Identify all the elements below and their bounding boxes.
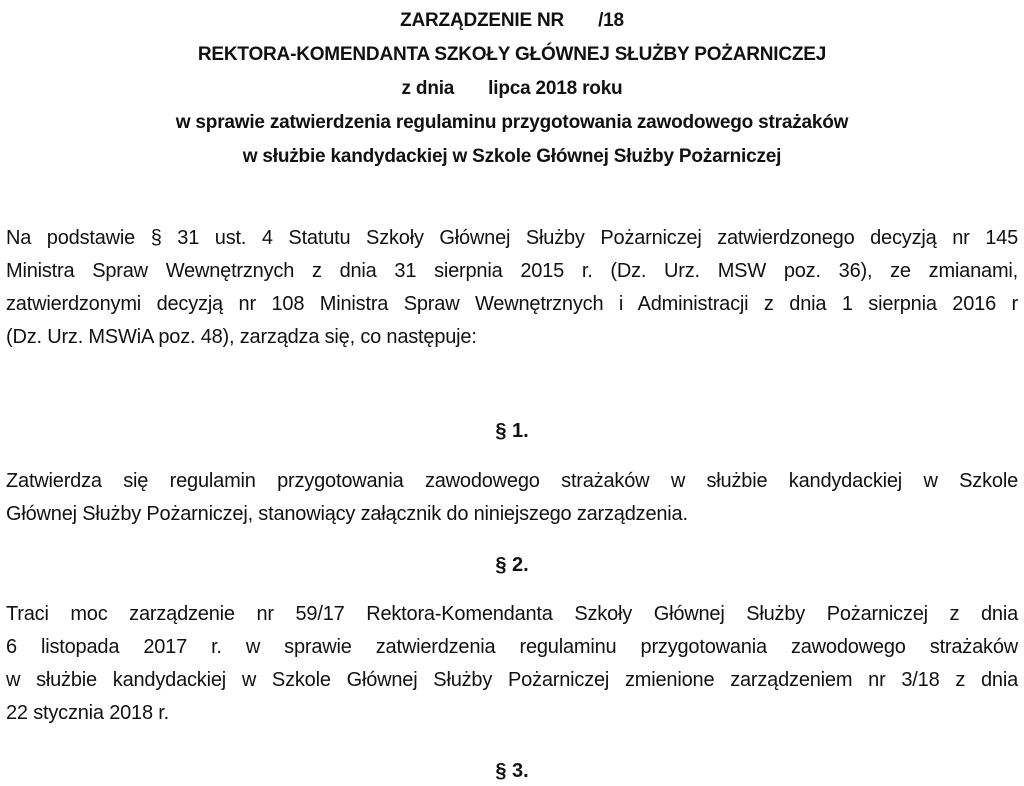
date-suffix: lipca 2018 roku [488, 78, 623, 99]
ordinance-number-suffix: /18 [598, 10, 624, 31]
ordinance-number-line [0, 4, 1024, 38]
section-2-line: 6 listopada 2017 r. w sprawie zatwierdzenia regulaminu przygotowania zawodowego strażaków [6, 636, 1018, 658]
preamble-line: zatwierdzonymi decyzją nr 108 Ministra Spraw Wewnętrznych i Administracji z dnia 1 sierpnia 2016 r [6, 293, 1018, 315]
section-2-line: 22 stycznia 2018 r. [6, 702, 169, 724]
section-1-paragraph [6, 465, 1018, 531]
ordinance-number-prefix: ZARZĄDZENIE NR [400, 10, 565, 31]
date-prefix: z dnia [401, 78, 455, 99]
subject-line-1: w sprawie zatwierdzenia regulaminu przygotowania zawodowego strażaków [175, 112, 849, 133]
section-1-line: Zatwierdza się regulamin przygotowania zawodowego strażaków w służbie kandydackiej w Szkole [6, 470, 1018, 492]
section-1-heading: § 1. [495, 420, 529, 442]
section-2-heading: § 2. [495, 554, 529, 576]
preamble-line: Na podstawie § 31 ust. 4 Statutu Szkoły Głównej Służby Pożarniczej zatwierdzonego decyzją nr 145 [6, 227, 1018, 249]
document-header [0, 4, 1024, 174]
section-3-heading: § 3. [495, 760, 529, 782]
date-line [0, 72, 1024, 106]
preamble-line: (Dz. Urz. MSWiA poz. 48), zarządza się, co następuje: [6, 326, 477, 348]
section-1-line: Głównej Służby Pożarniczej, stanowiący załącznik do niniejszego zarządzenia. [6, 503, 688, 525]
subject-line-2: w służbie kandydackiej w Szkole Głównej Służby Pożarniczej [242, 146, 782, 167]
preamble-line: Ministra Spraw Wewnętrznych z dnia 31 sierpnia 2015 r. (Dz. Urz. MSW poz. 36), ze zmianami, [6, 260, 1018, 282]
preamble-paragraph [6, 222, 1018, 354]
issuer-line: REKTORA-KOMENDANTA SZKOŁY GŁÓWNEJ SŁUŻBY POŻARNICZEJ [197, 44, 827, 65]
section-2-line: Traci moc zarządzenie nr 59/17 Rektora-Komendanta Szkoły Głównej Służby Pożarniczej z dnia [6, 603, 1018, 625]
section-2-paragraph [6, 598, 1018, 730]
section-2-line: w służbie kandydackiej w Szkole Głównej Służby Pożarniczej zmienione zarządzeniem nr 3/18 z dnia [6, 669, 1018, 691]
